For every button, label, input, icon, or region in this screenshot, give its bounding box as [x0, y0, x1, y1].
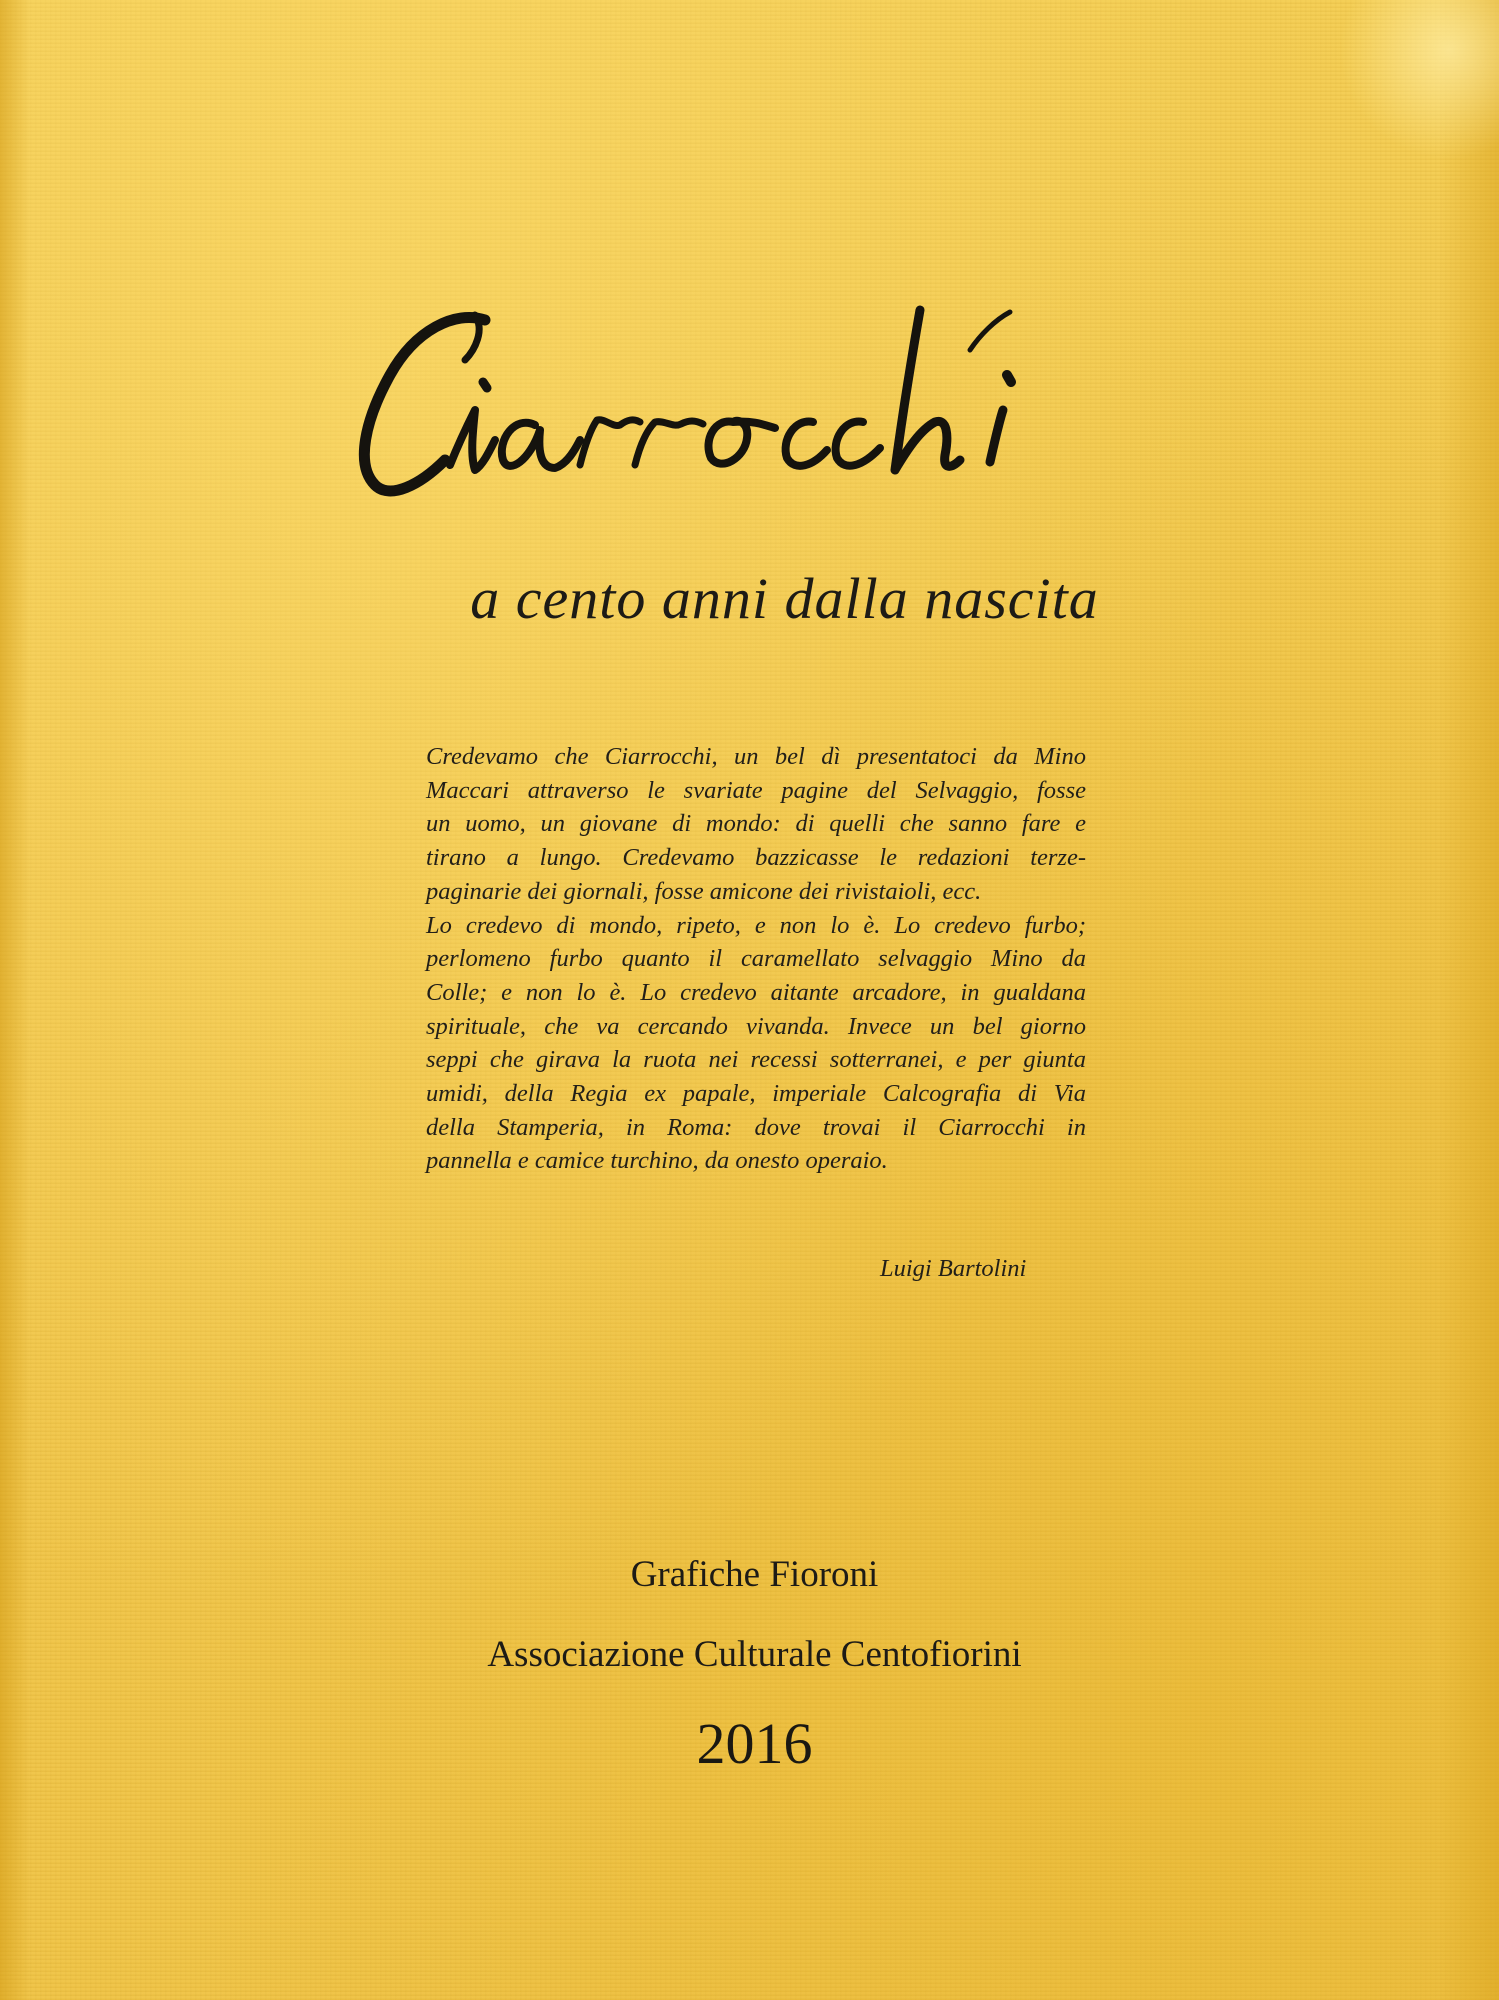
quote-line: un uomo, un giovane di mondo: di quelli che sanno fare e [426, 810, 1086, 838]
handwritten-signature-title [335, 290, 1155, 520]
quote-line: Lo credevo di mondo, ripeto, e non lo è. Lo credevo furbo; [426, 911, 1086, 939]
publication-year: 2016 [696, 1711, 813, 1776]
quote-line: paginarie dei giornali, fosse amicone dei rivistaioli, ecc. [426, 877, 982, 905]
cover-subtitle: a cento anni dalla nascita [470, 566, 1099, 631]
association-name: Associazione Culturale Centofiorini [487, 1634, 1022, 1675]
quote-line: pannella e camice turchino, da onesto operaio. [426, 1147, 888, 1175]
quote-line: spirituale, che va cercando vivanda. Invece un bel giorno [426, 1012, 1086, 1040]
quote-line: Credevamo che Ciarrocchi, un bel dì presentatoci da Mino [426, 743, 1086, 770]
quote-line: della Stamperia, in Roma: dove trovai il Ciarrocchi in [426, 1113, 1086, 1141]
quote-line: Colle; e non lo è. Lo credevo aitante arcadore, in gualdana [426, 978, 1086, 1006]
paper-edge-left [0, 0, 30, 2000]
quote-paragraph [426, 740, 1086, 1178]
signature-drawing [335, 290, 1155, 520]
quote-line: perlomeno furbo quanto il caramellato selvaggio Mino da [426, 945, 1086, 973]
quote-line: Maccari attraverso le svariate pagine del Selvaggio, fosse [426, 776, 1086, 804]
paper-edge-right [1439, 0, 1499, 2000]
quote-line: tirano a lungo. Credevamo bazzicasse le redazioni terze- [426, 844, 1086, 872]
quote-author: Luigi Bartolini [880, 1255, 1027, 1282]
paper-corner-highlight [1339, 0, 1499, 160]
quote-line: umidi, della Regia ex papale, imperiale Calcografia di Via [426, 1080, 1086, 1108]
publisher-name: Grafiche Fioroni [630, 1554, 879, 1595]
quote-line: seppi che girava la ruota nei recessi sotterranei, e per giunta [426, 1046, 1086, 1074]
